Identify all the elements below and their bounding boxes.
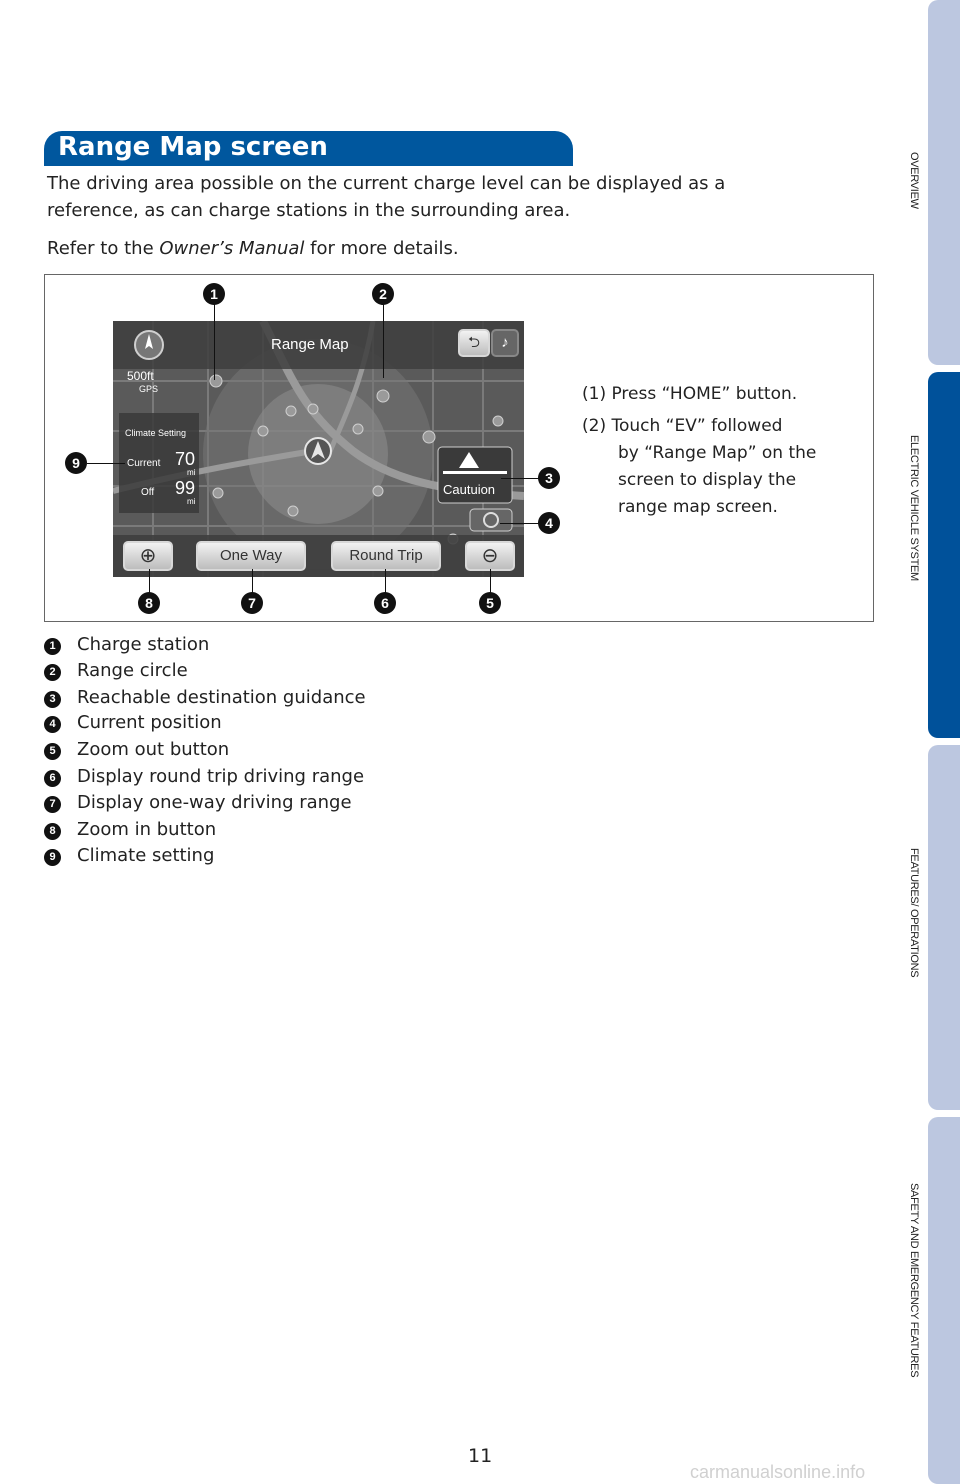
- climate-setting-title: Climate Setting: [125, 428, 187, 438]
- legend-number: 8: [44, 823, 61, 840]
- gps-label: GPS: [139, 384, 159, 394]
- legend-text: Display round trip driving range: [77, 766, 365, 787]
- range-map-screen: [113, 321, 524, 577]
- refer-manual: Owner’s Manual: [159, 238, 305, 259]
- scale-label: 500ft: [127, 369, 154, 383]
- step-1: (1) Press “HOME” button.: [582, 384, 798, 404]
- callout-4: 4: [538, 512, 560, 534]
- leader-5: [490, 569, 491, 593]
- current-label: Current: [127, 458, 161, 469]
- legend-text: Zoom in button: [77, 819, 217, 840]
- side-tabs: [928, 0, 960, 1484]
- leader-1: [214, 304, 215, 380]
- page-number: 11: [468, 1445, 493, 1467]
- section-header: [44, 131, 573, 166]
- legend-number: 1: [44, 638, 61, 655]
- zoom-out-button[interactable]: ⊖: [465, 541, 515, 571]
- legend-text: Reachable destination guidance: [77, 687, 366, 708]
- leader-4: [500, 523, 540, 524]
- callout-1: 1: [203, 283, 225, 305]
- callout-2: 2: [372, 283, 394, 305]
- tab-label-safety-emergency: SAFETY AND EMERGENCY FEATURES: [908, 1183, 920, 1378]
- screen-title: Range Map: [271, 336, 349, 353]
- legend-text: Range circle: [77, 660, 188, 681]
- refer-paragraph: [47, 235, 459, 262]
- legend-number: 7: [44, 796, 61, 813]
- tab-label-electric-vehicle-system: ELECTRIC VEHICLE SYSTEM: [908, 435, 920, 581]
- section-title: Range Map screen: [58, 132, 328, 162]
- leader-9: [87, 463, 125, 464]
- tab-label-overview: OVERVIEW: [908, 152, 920, 209]
- legend-text: Display one-way driving range: [77, 792, 352, 813]
- leader-3: [501, 478, 539, 479]
- legend-number: 5: [44, 743, 61, 760]
- current-value: 70: [175, 449, 196, 469]
- legend-text: Charge station: [77, 634, 210, 655]
- intro-line-1: The driving area possible on the current charge level can be displayed as a: [47, 173, 726, 194]
- legend-number: 9: [44, 849, 61, 866]
- watermark: carmanualsonline.info: [690, 1462, 866, 1482]
- round-trip-button[interactable]: Round Trip: [331, 541, 441, 571]
- back-button[interactable]: ⮌: [458, 329, 490, 357]
- caution-label: Cautuion: [443, 482, 496, 497]
- callout-8: 8: [138, 592, 160, 614]
- legend-text: Zoom out button: [77, 739, 230, 760]
- leader-6: [385, 569, 386, 593]
- legend-number: 6: [44, 770, 61, 787]
- legend-text: Current position: [77, 712, 222, 733]
- tab-features-operations[interactable]: [928, 745, 960, 1110]
- zoom-in-button[interactable]: ⊕: [123, 541, 173, 571]
- callout-7: 7: [241, 592, 263, 614]
- tab-label-features-operations: FEATURES/ OPERATIONS: [908, 848, 920, 978]
- off-unit: mi: [187, 497, 196, 506]
- leader-8: [149, 569, 150, 593]
- tab-overview[interactable]: [928, 0, 960, 365]
- callout-6: 6: [374, 592, 396, 614]
- callout-9: 9: [65, 452, 87, 474]
- step-2-line-4: range map screen.: [618, 497, 778, 517]
- off-label: Off: [141, 487, 155, 498]
- refer-prefix: Refer to the: [47, 238, 154, 259]
- leader-7: [252, 569, 253, 593]
- music-button[interactable]: ♪: [491, 329, 519, 357]
- legend-text: Climate setting: [77, 845, 215, 866]
- callout-5: 5: [479, 592, 501, 614]
- tab-safety-emergency[interactable]: [928, 1117, 960, 1484]
- tab-electric-vehicle-system[interactable]: [928, 372, 960, 738]
- current-unit: mi: [187, 468, 196, 477]
- legend-number: 3: [44, 691, 61, 708]
- step-2-line-3: screen to display the: [618, 470, 797, 490]
- off-value: 99: [175, 478, 196, 498]
- leader-2: [383, 304, 384, 378]
- refer-suffix: for more details.: [310, 238, 459, 259]
- intro-line-2: reference, as can charge stations in the surrounding area.: [47, 200, 571, 221]
- step-2-line-2: by “Range Map” on the: [618, 443, 817, 463]
- callout-3: 3: [538, 467, 560, 489]
- legend-number: 4: [44, 716, 61, 733]
- step-2-line-1: (2) Touch “EV” followed: [582, 416, 783, 436]
- legend-number: 2: [44, 664, 61, 681]
- one-way-button[interactable]: One Way: [196, 541, 306, 571]
